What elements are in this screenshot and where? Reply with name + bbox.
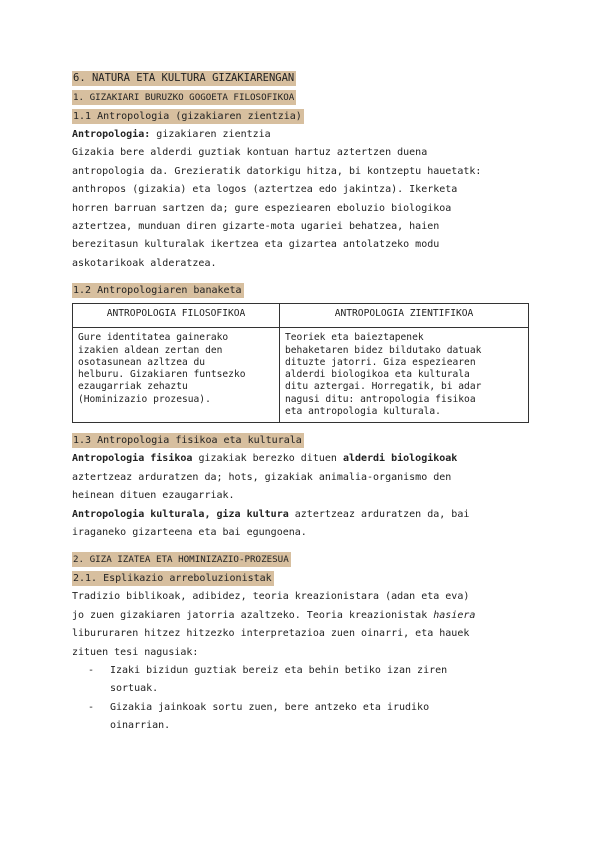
subsection-1-3-heading [72, 431, 532, 450]
paragraph-line: zituen tesi nagusiak: [72, 646, 199, 658]
cell-line: dituzte jatorri. Giza espeziearen [285, 356, 476, 368]
definition-text: gizakiaren zientzia [150, 129, 271, 140]
paragraph-line: Gizakia bere alderdi guztiak kontuan hartuz aztertzen duena [72, 147, 428, 159]
paragraph-line: libururaren hitzez hitzezko interpretazioa zuen oinarri, eta hauek [72, 628, 470, 640]
paragraph-line [72, 607, 532, 625]
bold-term: Antropologia kulturala, giza kultura [72, 508, 289, 520]
table-header-cell: ANTROPOLOGIA ZIENTIFIKOA [280, 304, 529, 328]
list-item [88, 662, 532, 699]
subsection-2-1-heading-text: 2.1. Esplikazio arreboluzionistak [73, 573, 272, 585]
cell-line: behaketaren bidez bildutako datuak [285, 344, 482, 356]
paragraph-line: aztertzeaz arduratzen da; hots, gizakiak animalia-organismo den [72, 471, 452, 483]
paragraph-line: heinean dituen ezaugarriak. [72, 490, 235, 502]
list-item-line: oinarrian. [110, 720, 171, 732]
dash-bullet: - [88, 664, 95, 676]
bold-term: alderdi biologikoak [342, 453, 458, 465]
cell-line: ezaugarriak zehaztu [78, 381, 188, 393]
italic-term: hasiera [433, 609, 476, 621]
definition-line [72, 126, 532, 144]
paragraph-line: anthropos (gizakia) eta logos (aztertzea edo jakintza). Ikerketa [72, 184, 458, 196]
paragraph-line: aztertzea, munduan diren gizarte-mota ugariei behatzea, haien [72, 221, 440, 233]
list-item-line: sortuak. [110, 683, 159, 695]
chapter-title-text: 6. NATURA ETA KULTURA GIZAKIARENGAN [73, 72, 295, 84]
paragraph-line: antropologia da. Grezieratik datorkigu hitza, bi kontzeptu hauetatk: [72, 165, 482, 177]
table-cell [73, 328, 280, 423]
cell-line: osotasunean azltzea du [78, 356, 206, 368]
cell-line: eta antropologia kulturala. [285, 406, 441, 418]
cell-line: (Hominizazio prozesua). [78, 393, 211, 405]
list-item [88, 699, 532, 736]
cell-line: nagusi ditu: antropologia fisikoa [285, 393, 476, 405]
table-cell [280, 328, 529, 423]
inline-text: jo zuen gizakiaren jatorria azaltzeko. Teoria kreazionistak [72, 609, 434, 621]
list-item-line: Gizakia jainkoak sortu zuen, bere antzeko eta irudiko [110, 701, 430, 713]
subsection-1-1-heading [72, 107, 532, 126]
bold-term: Antropologia fisikoa [72, 453, 193, 465]
section-1-heading [72, 88, 532, 107]
paragraph-line [72, 506, 532, 524]
cell-line: Gure identitatea gainerako [78, 332, 229, 344]
cell-line: alderdi biologikoa eta kulturala [285, 369, 470, 381]
comparison-table [72, 303, 529, 423]
subsection-1-1-heading-text: 1.1 Antropologia (gizakiaren zientzia) [73, 111, 302, 122]
table-header-cell: ANTROPOLOGIA FILOSOFIKOA [73, 304, 280, 328]
inline-text: gizakiak berezko dituen [192, 453, 343, 465]
cell-line: ditu aztergai. Horregatik, bi adar [285, 381, 482, 393]
paragraph-line: berezitasun kulturalak ikertzea eta gizartea antolatzeko modu [72, 239, 440, 251]
paragraph-line: Tradizio biblikoak, adibidez, teoria kreazionistara (adan eta eva) [72, 591, 470, 603]
cell-line: helburu. Gizakiaren funtsezko [78, 369, 246, 381]
section-2-heading [72, 550, 532, 569]
document-page [72, 68, 532, 736]
subsection-1-2-heading-text: 1.2 Antropologiaren banaketa [73, 285, 242, 297]
inline-text: aztertzeaz arduratzen da, bai [288, 508, 470, 520]
table-header-row [73, 304, 529, 328]
section-1-heading-text: 1. GIZAKIARI BURUZKO GOGOETA FILOSOFIKOA [73, 92, 295, 103]
cell-line: izakien aldean zertan den [78, 344, 223, 356]
subsection-1-3-heading-text: 1.3 Antropologia fisikoa eta kulturala [73, 435, 302, 447]
thesis-list [72, 662, 532, 736]
paragraph-line: horren barruan sartzen da; gure espeziearen eboluzio biologikoa [72, 202, 452, 214]
subsection-1-2-heading [72, 281, 532, 300]
table-row [73, 328, 529, 423]
paragraph-line [72, 450, 532, 468]
dash-bullet: - [88, 701, 95, 713]
paragraph-line: iraganeko gizarteena eta bai egungoena. [72, 526, 307, 538]
definition-term: Antropologia: [72, 129, 151, 140]
cell-line: Teoriek eta baieztapenek [285, 332, 424, 344]
list-item-line: Izaki bizidun guztiak bereiz eta behin betiko izan ziren [110, 664, 448, 676]
section-2-heading-text: 2. GIZA IZATEA ETA HOMINIZAZIO-PROZESUA [73, 554, 289, 566]
subsection-2-1-heading [72, 569, 532, 588]
chapter-title [72, 68, 532, 88]
paragraph-line: askotarikoak alderatzea. [72, 257, 217, 269]
